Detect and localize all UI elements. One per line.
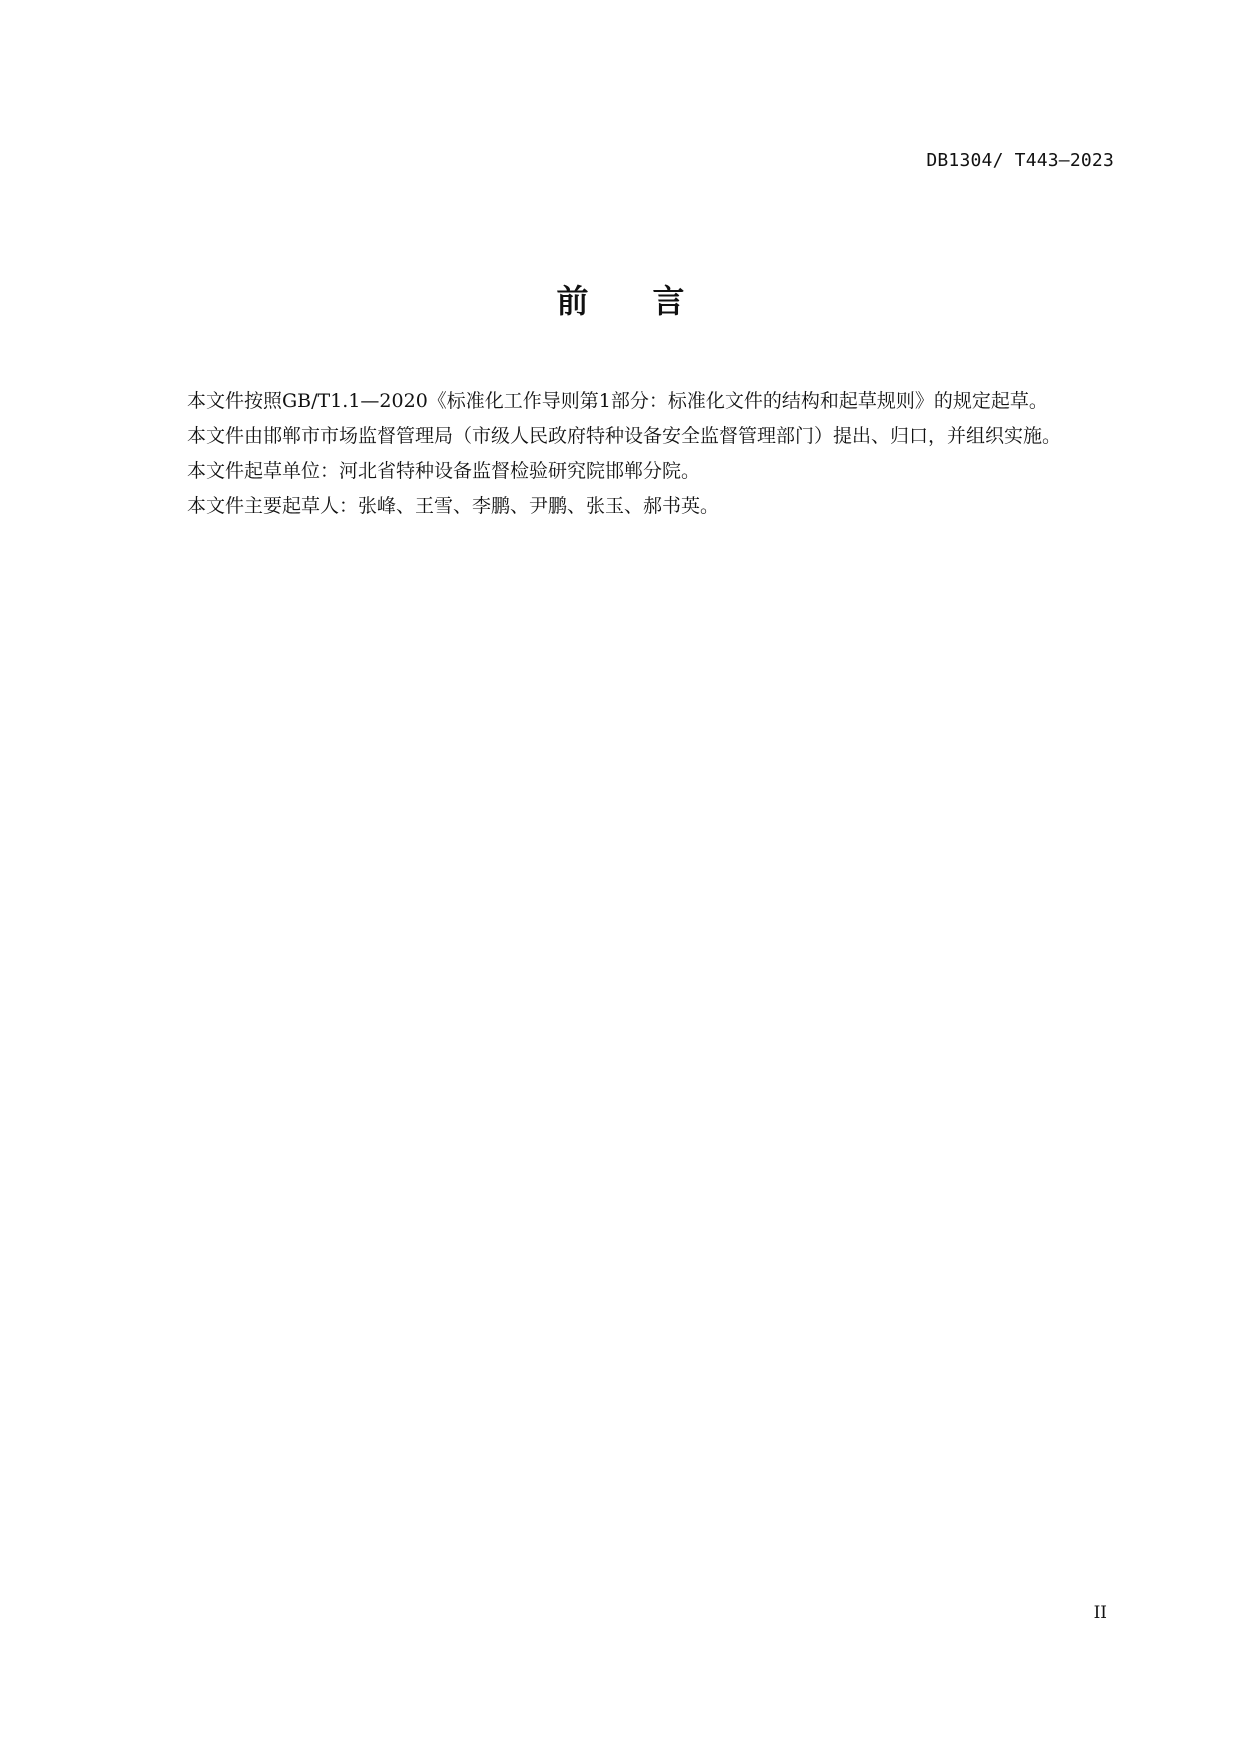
paragraph-proposer: 本文件由邯郸市市场监督管理局（市级人民政府特种设备安全监督管理部门）提出、归口，并组织实施。 (187, 425, 1062, 447)
document-code: DB1304/ T443—2023 (926, 150, 1114, 171)
title-char-2: 言 (652, 282, 685, 320)
paragraph-drafters: 本文件主要起草人：张峰、王雪、李鹏、尹鹏、张玉、郝书英。 (187, 495, 720, 517)
foreword-body (149, 384, 1114, 524)
title-char-1: 前 (556, 282, 589, 320)
page-title (0, 276, 1241, 322)
page-number: II (1093, 1603, 1107, 1623)
paragraph-standard-basis: 本文件按照GB/T1.1—2020《标准化工作导则第1部分：标准化文件的结构和起草规则》的规定起草。 (187, 390, 1048, 412)
paragraph-drafting-unit: 本文件起草单位：河北省特种设备监督检验研究院邯郸分院。 (187, 460, 701, 482)
